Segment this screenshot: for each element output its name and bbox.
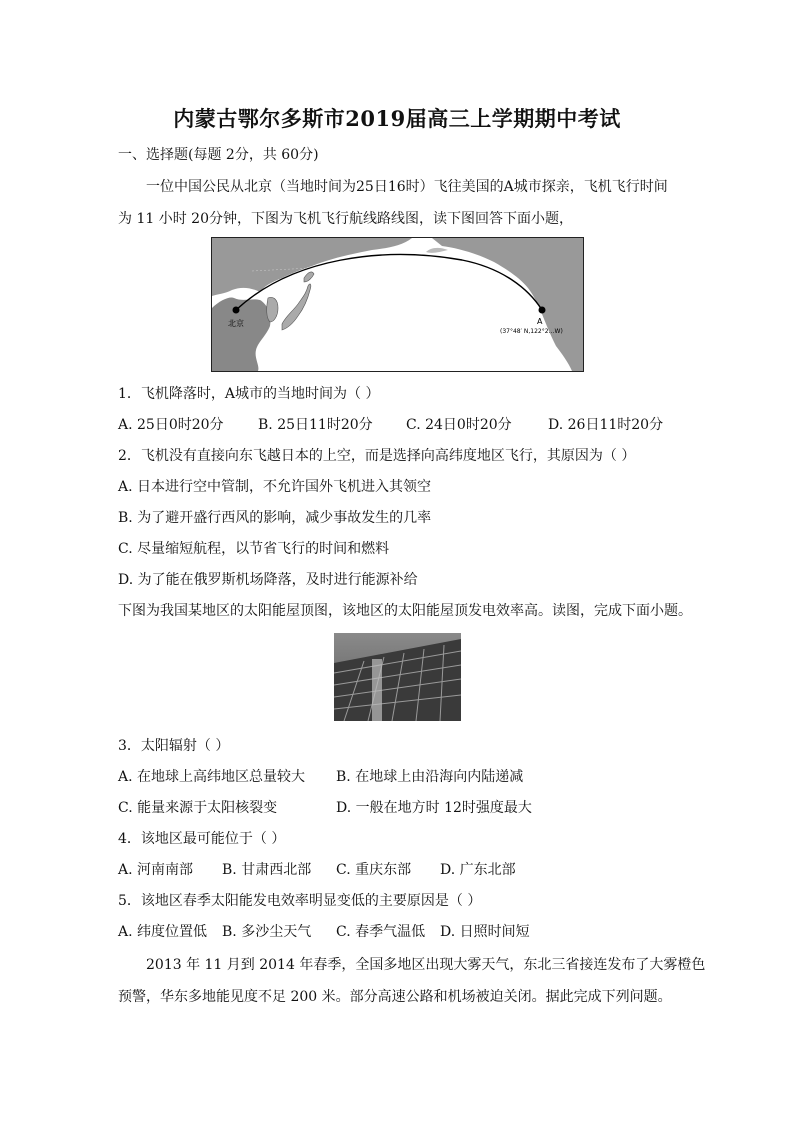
q3-option-d[interactable]: D. 一般在地方时 12时强度最大 <box>336 800 532 816</box>
q1-option-d[interactable]: D. 26日11时20分 <box>548 417 664 433</box>
section-heading: 一、选择题(每题 2分，共 60分) <box>118 147 319 163</box>
q5-option-a[interactable]: A. 纬度位置低 <box>118 924 208 940</box>
city-a-point <box>539 307 546 314</box>
mainland-asia <box>212 297 270 371</box>
q3-option-a[interactable]: A. 在地球上高纬地区总量较大 <box>118 769 306 785</box>
city-a-label: A <box>537 317 543 326</box>
q1-option-c[interactable]: C. 24日0时20分 <box>406 417 512 433</box>
aleutian-islands <box>426 248 448 253</box>
intro-paragraph-2: 下图为我国某地区的太阳能屋顶图，该地区的太阳能屋顶发电效率高。读图，完成下面小题。 <box>118 603 692 619</box>
q1-option-a[interactable]: A. 25日0时20分 <box>118 417 224 433</box>
q5-option-b[interactable]: B. 多沙尘天气 <box>222 924 312 940</box>
intro-paragraph-3-cont: 预警，华东多地能见度不足 200 米。部分高速公路和机场被迫关闭。据此完成下列问题。 <box>118 989 672 1005</box>
map-graphic <box>212 238 583 371</box>
korea-peninsula <box>267 297 278 322</box>
page-title: 内蒙古鄂尔多斯市2019届高三上学期期中考试 <box>173 106 621 131</box>
walkway-strip <box>372 659 382 721</box>
japan-islands <box>282 284 311 330</box>
q2-option-b[interactable]: B. 为了避开盛行西风的影响，减少事故发生的几率 <box>118 510 432 526</box>
question-3: 3．太阳辐射（ ） <box>118 738 230 754</box>
q2-option-c[interactable]: C. 尽量缩短航程，以节省飞行的时间和燃料 <box>118 541 390 557</box>
flight-route-map <box>211 237 584 372</box>
q4-option-d[interactable]: D. 广东北部 <box>440 862 516 878</box>
beijing-label: 北京 <box>228 319 244 328</box>
solar-panels-graphic <box>334 633 461 721</box>
beijing-point <box>233 307 240 314</box>
city-a-coordinates: (37°48′ N,122°2…W) <box>500 328 563 335</box>
q5-option-c[interactable]: C. 春季气温低 <box>336 924 426 940</box>
q4-option-c[interactable]: C. 重庆东部 <box>336 862 412 878</box>
question-1: 1．飞机降落时，A城市的当地时间为（ ） <box>118 386 380 402</box>
q2-option-a[interactable]: A. 日本进行空中管制，不允许国外飞机进入其领空 <box>118 479 432 495</box>
q3-option-b[interactable]: B. 在地球上由沿海向内陆递减 <box>336 769 524 785</box>
q4-option-b[interactable]: B. 甘肃西北部 <box>222 862 312 878</box>
solar-roof-photo <box>334 633 461 721</box>
question-2: 2．飞机没有直接向东飞越日本的上空，而是选择向高纬度地区飞行，其原因为（ ） <box>118 448 636 464</box>
intro-paragraph-1: 一位中国公民从北京（当地时间为25日16时）飞往美国的A城市探亲，飞机飞行时间 <box>146 179 668 195</box>
q2-option-d[interactable]: D. 为了能在俄罗斯机场降落，及时进行能源补给 <box>118 572 418 588</box>
q1-option-b[interactable]: B. 25日11时20分 <box>258 417 373 433</box>
question-5: 5．该地区春季太阳能发电效率明显变低的主要原因是（ ） <box>118 893 482 909</box>
question-4: 4．该地区最可能位于（ ） <box>118 831 286 847</box>
north-america-landmass <box>432 238 583 371</box>
q3-option-c[interactable]: C. 能量来源于太阳核裂变 <box>118 800 278 816</box>
q5-option-d[interactable]: D. 日照时间短 <box>440 924 530 940</box>
intro-paragraph-1-cont: 为 11 小时 20分钟，下图为飞机飞行航线路线图，读下图回答下面小题， <box>118 211 573 227</box>
hokkaido-island <box>304 272 314 282</box>
q4-option-a[interactable]: A. 河南南部 <box>118 862 194 878</box>
intro-paragraph-3: 2013 年 11 月到 2014 年春季，全国多地区出现大雾天气，东北三省接连发布了大雾橙色 <box>146 957 706 973</box>
